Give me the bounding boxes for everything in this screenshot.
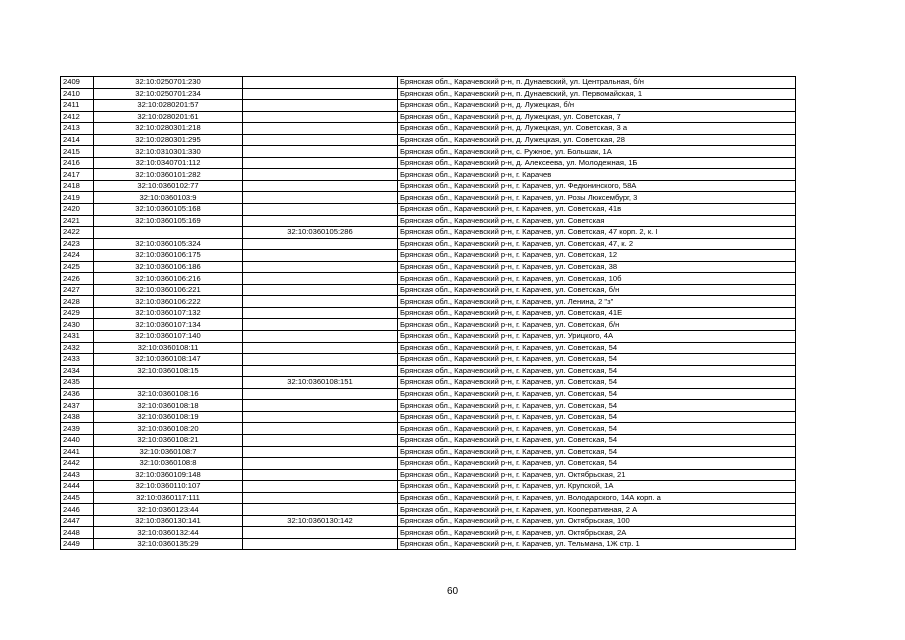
address-cell: Брянская обл., Карачевский р-н, г. Карачев, ул. Советская, 54 <box>398 354 796 366</box>
related-cadastral-number-cell <box>243 273 398 285</box>
table-row <box>61 400 796 412</box>
row-number-cell: 2430 <box>61 319 94 331</box>
table-row <box>61 146 796 158</box>
cadastral-number-cell: 32:10:0360135:29 <box>94 538 243 550</box>
cadastral-number-cell: 32:10:0360108:8 <box>94 458 243 470</box>
cadastral-number-cell: 32:10:0340701:112 <box>94 157 243 169</box>
address-cell: Брянская обл., Карачевский р-н, г. Карачев, ул. Советская, 47 корп. 2, к. I <box>398 227 796 239</box>
address-cell: Брянская обл., Карачевский р-н, г. Карачев, ул. Советская, б/н <box>398 319 796 331</box>
row-number-cell: 2411 <box>61 100 94 112</box>
address-cell: Брянская обл., Карачевский р-н, д. Лужецкая, ул. Советская, 28 <box>398 134 796 146</box>
row-number-cell: 2444 <box>61 481 94 493</box>
cadastral-number-cell: 32:10:0360102:77 <box>94 180 243 192</box>
related-cadastral-number-cell <box>243 146 398 158</box>
related-cadastral-number-cell <box>243 446 398 458</box>
cadastral-number-cell: 32:10:0360105:324 <box>94 238 243 250</box>
address-cell: Брянская обл., Карачевский р-н, г. Карачев, ул. Октябрьская, 2А <box>398 527 796 539</box>
cadastral-number-cell: 32:10:0360110:107 <box>94 481 243 493</box>
row-number-cell: 2449 <box>61 538 94 550</box>
cadastral-number-cell: 32:10:0360106:216 <box>94 273 243 285</box>
table-row <box>61 481 796 493</box>
cadastral-number-cell: 32:10:0360109:148 <box>94 469 243 481</box>
address-cell: Брянская обл., Карачевский р-н, г. Карачев, ул. Советская, 41Е <box>398 307 796 319</box>
cadastral-number-cell: 32:10:0360108:16 <box>94 388 243 400</box>
row-number-cell: 2442 <box>61 458 94 470</box>
related-cadastral-number-cell <box>243 458 398 470</box>
address-cell: Брянская обл., Карачевский р-н, г. Карачев, ул. Федюнинского, 58А <box>398 180 796 192</box>
row-number-cell: 2416 <box>61 157 94 169</box>
table-row <box>61 296 796 308</box>
row-number-cell: 2421 <box>61 215 94 227</box>
address-cell: Брянская обл., Карачевский р-н, г. Карачев, ул. Советская, 54 <box>398 342 796 354</box>
related-cadastral-number-cell <box>243 215 398 227</box>
table-row <box>61 134 796 146</box>
address-cell: Брянская обл., Карачевский р-н, г. Карачев, ул. Советская, 54 <box>398 434 796 446</box>
cadastral-number-cell: 32:10:0360103:9 <box>94 192 243 204</box>
row-number-cell: 2423 <box>61 238 94 250</box>
related-cadastral-number-cell <box>243 538 398 550</box>
cadastral-number-cell: 32:10:0360108:7 <box>94 446 243 458</box>
table-row <box>61 515 796 527</box>
related-cadastral-number-cell <box>243 88 398 100</box>
table-row <box>61 273 796 285</box>
row-number-cell: 2426 <box>61 273 94 285</box>
cadastral-number-cell: 32:10:0360107:140 <box>94 331 243 343</box>
cadastral-number-cell <box>94 227 243 239</box>
address-cell: Брянская обл., Карачевский р-н, г. Карачев, ул. Тельмана, 1Ж стр. 1 <box>398 538 796 550</box>
address-cell: Брянская обл., Карачевский р-н, г. Карачев, ул. Советская, 47, к. 2 <box>398 238 796 250</box>
row-number-cell: 2446 <box>61 504 94 516</box>
related-cadastral-number-cell <box>243 492 398 504</box>
related-cadastral-number-cell <box>243 169 398 181</box>
row-number-cell: 2432 <box>61 342 94 354</box>
row-number-cell: 2429 <box>61 307 94 319</box>
address-cell: Брянская обл., Карачевский р-н, г. Карачев, ул. Володарского, 14А корп. а <box>398 492 796 504</box>
cadastral-number-cell: 32:10:0250701:234 <box>94 88 243 100</box>
table-row <box>61 354 796 366</box>
address-cell: Брянская обл., Карачевский р-н, г. Карачев, ул. Советская, 54 <box>398 388 796 400</box>
row-number-cell: 2415 <box>61 146 94 158</box>
table-row <box>61 411 796 423</box>
row-number-cell: 2428 <box>61 296 94 308</box>
related-cadastral-number-cell <box>243 388 398 400</box>
cadastral-number-cell: 32:10:0360101:282 <box>94 169 243 181</box>
row-number-cell: 2413 <box>61 123 94 135</box>
related-cadastral-number-cell <box>243 331 398 343</box>
table-row <box>61 169 796 181</box>
address-cell: Брянская обл., Карачевский р-н, п. Дунаевский, ул. Первомайская, 1 <box>398 88 796 100</box>
address-cell: Брянская обл., Карачевский р-н, г. Карачев, ул. Советская, 54 <box>398 423 796 435</box>
table-row <box>61 377 796 389</box>
cadastral-number-cell <box>94 377 243 389</box>
related-cadastral-number-cell <box>243 261 398 273</box>
row-number-cell: 2410 <box>61 88 94 100</box>
address-cell: Брянская обл., Карачевский р-н, г. Карачев, ул. Розы Люксембург, 3 <box>398 192 796 204</box>
row-number-cell: 2437 <box>61 400 94 412</box>
table-row <box>61 331 796 343</box>
row-number-cell: 2447 <box>61 515 94 527</box>
table-row <box>61 469 796 481</box>
address-cell: Брянская обл., Карачевский р-н, г. Карачев, ул. Советская, 10б <box>398 273 796 285</box>
table-row <box>61 538 796 550</box>
related-cadastral-number-cell <box>243 250 398 262</box>
row-number-cell: 2418 <box>61 180 94 192</box>
cadastral-number-cell: 32:10:0280301:295 <box>94 134 243 146</box>
row-number-cell: 2425 <box>61 261 94 273</box>
related-cadastral-number-cell: 32:10:0360108:151 <box>243 377 398 389</box>
cadastral-number-cell: 32:10:0360108:11 <box>94 342 243 354</box>
row-number-cell: 2431 <box>61 331 94 343</box>
address-cell: Брянская обл., Карачевский р-н, г. Карачев, ул. Советская, 41в <box>398 204 796 216</box>
table-row <box>61 215 796 227</box>
address-cell: Брянская обл., Карачевский р-н, д. Лужецкая, ул. Советская, 3 а <box>398 123 796 135</box>
table-row <box>61 250 796 262</box>
row-number-cell: 2433 <box>61 354 94 366</box>
row-number-cell: 2427 <box>61 284 94 296</box>
related-cadastral-number-cell <box>243 134 398 146</box>
table-row <box>61 123 796 135</box>
table-row <box>61 388 796 400</box>
related-cadastral-number-cell <box>243 400 398 412</box>
address-cell: Брянская обл., Карачевский р-н, г. Карачев, ул. Советская, 54 <box>398 411 796 423</box>
cadastral-number-cell: 32:10:0250701:230 <box>94 77 243 89</box>
row-number-cell: 2435 <box>61 377 94 389</box>
cadastral-number-cell: 32:10:0360130:141 <box>94 515 243 527</box>
address-cell: Брянская обл., Карачевский р-н, г. Карачев, ул. Урицкого, 4А <box>398 331 796 343</box>
row-number-cell: 2417 <box>61 169 94 181</box>
address-cell: Брянская обл., Карачевский р-н, г. Карачев, ул. Советская, б/н <box>398 284 796 296</box>
cadastral-number-cell: 32:10:0360106:186 <box>94 261 243 273</box>
related-cadastral-number-cell <box>243 481 398 493</box>
table-row <box>61 284 796 296</box>
address-cell: Брянская обл., Карачевский р-н, п. Дунаевский, ул. Центральная, б/н <box>398 77 796 89</box>
cadastral-number-cell: 32:10:0360117:111 <box>94 492 243 504</box>
table-row <box>61 88 796 100</box>
cadastral-number-cell: 32:10:0360106:221 <box>94 284 243 296</box>
row-number-cell: 2438 <box>61 411 94 423</box>
cadastral-number-cell: 32:10:0280201:61 <box>94 111 243 123</box>
cadastral-number-cell: 32:10:0360105:169 <box>94 215 243 227</box>
cadastral-number-cell: 32:10:0360108:21 <box>94 434 243 446</box>
table-row <box>61 204 796 216</box>
related-cadastral-number-cell <box>243 111 398 123</box>
related-cadastral-number-cell <box>243 342 398 354</box>
cadastral-number-cell: 32:10:0360107:132 <box>94 307 243 319</box>
row-number-cell: 2422 <box>61 227 94 239</box>
related-cadastral-number-cell <box>243 296 398 308</box>
table-row <box>61 492 796 504</box>
row-number-cell: 2424 <box>61 250 94 262</box>
related-cadastral-number-cell <box>243 469 398 481</box>
table-row <box>61 365 796 377</box>
row-number-cell: 2448 <box>61 527 94 539</box>
registry-table-body <box>61 77 796 550</box>
address-cell: Брянская обл., Карачевский р-н, с. Ружное, ул. Большак, 1А <box>398 146 796 158</box>
row-number-cell: 2441 <box>61 446 94 458</box>
address-cell: Брянская обл., Карачевский р-н, г. Карачев, ул. Советская, 12 <box>398 250 796 262</box>
related-cadastral-number-cell <box>243 319 398 331</box>
row-number-cell: 2445 <box>61 492 94 504</box>
table-row <box>61 111 796 123</box>
related-cadastral-number-cell <box>243 527 398 539</box>
table-row <box>61 423 796 435</box>
table-row <box>61 77 796 89</box>
table-row <box>61 307 796 319</box>
related-cadastral-number-cell <box>243 77 398 89</box>
row-number-cell: 2440 <box>61 434 94 446</box>
table-row <box>61 261 796 273</box>
cadastral-number-cell: 32:10:0360105:168 <box>94 204 243 216</box>
cadastral-number-cell: 32:10:0280201:57 <box>94 100 243 112</box>
cadastral-number-cell: 32:10:0360106:222 <box>94 296 243 308</box>
table-row <box>61 446 796 458</box>
related-cadastral-number-cell <box>243 423 398 435</box>
cadastral-number-cell: 32:10:0310301:330 <box>94 146 243 158</box>
related-cadastral-number-cell: 32:10:0360130:142 <box>243 515 398 527</box>
cadastral-number-cell: 32:10:0360107:134 <box>94 319 243 331</box>
row-number-cell: 2412 <box>61 111 94 123</box>
cadastral-number-cell: 32:10:0360106:175 <box>94 250 243 262</box>
related-cadastral-number-cell <box>243 354 398 366</box>
cadastral-number-cell: 32:10:0360123:44 <box>94 504 243 516</box>
cadastral-number-cell: 32:10:0280301:218 <box>94 123 243 135</box>
related-cadastral-number-cell <box>243 157 398 169</box>
related-cadastral-number-cell <box>243 238 398 250</box>
related-cadastral-number-cell <box>243 204 398 216</box>
related-cadastral-number-cell <box>243 284 398 296</box>
related-cadastral-number-cell <box>243 504 398 516</box>
row-number-cell: 2414 <box>61 134 94 146</box>
row-number-cell: 2420 <box>61 204 94 216</box>
row-number-cell: 2443 <box>61 469 94 481</box>
address-cell: Брянская обл., Карачевский р-н, г. Карачев, ул. Ленина, 2 "з" <box>398 296 796 308</box>
table-row <box>61 100 796 112</box>
related-cadastral-number-cell: 32:10:0360105:286 <box>243 227 398 239</box>
row-number-cell: 2434 <box>61 365 94 377</box>
address-cell: Брянская обл., Карачевский р-н, д. Лужецкая, б/н <box>398 100 796 112</box>
address-cell: Брянская обл., Карачевский р-н, г. Карачев, ул. Советская, 54 <box>398 365 796 377</box>
table-row <box>61 319 796 331</box>
row-number-cell: 2436 <box>61 388 94 400</box>
address-cell: Брянская обл., Карачевский р-н, г. Карачев, ул. Кооперативная, 2 А <box>398 504 796 516</box>
address-cell: Брянская обл., Карачевский р-н, г. Карачев, ул. Советская, 54 <box>398 458 796 470</box>
related-cadastral-number-cell <box>243 434 398 446</box>
table-row <box>61 192 796 204</box>
address-cell: Брянская обл., Карачевский р-н, г. Карачев, ул. Советская, 54 <box>398 377 796 389</box>
page-number: 60 <box>446 586 459 597</box>
related-cadastral-number-cell <box>243 307 398 319</box>
cadastral-number-cell: 32:10:0360132:44 <box>94 527 243 539</box>
cadastral-number-cell: 32:10:0360108:18 <box>94 400 243 412</box>
registry-table <box>60 76 796 550</box>
table-row <box>61 434 796 446</box>
cadastral-number-cell: 32:10:0360108:20 <box>94 423 243 435</box>
related-cadastral-number-cell <box>243 123 398 135</box>
address-cell: Брянская обл., Карачевский р-н, г. Карачев, ул. Советская, 54 <box>398 446 796 458</box>
cadastral-number-cell: 32:10:0360108:147 <box>94 354 243 366</box>
related-cadastral-number-cell <box>243 180 398 192</box>
table-row <box>61 527 796 539</box>
related-cadastral-number-cell <box>243 192 398 204</box>
row-number-cell: 2439 <box>61 423 94 435</box>
row-number-cell: 2419 <box>61 192 94 204</box>
row-number-cell: 2409 <box>61 77 94 89</box>
address-cell: Брянская обл., Карачевский р-н, г. Карачев, ул. Крупской, 1А <box>398 481 796 493</box>
table-row <box>61 342 796 354</box>
cadastral-number-cell: 32:10:0360108:19 <box>94 411 243 423</box>
address-cell: Брянская обл., Карачевский р-н, г. Карачев <box>398 169 796 181</box>
related-cadastral-number-cell <box>243 411 398 423</box>
address-cell: Брянская обл., Карачевский р-н, г. Карачев, ул. Октябрьская, 100 <box>398 515 796 527</box>
address-cell: Брянская обл., Карачевский р-н, г. Карачев, ул. Советская, 54 <box>398 400 796 412</box>
related-cadastral-number-cell <box>243 365 398 377</box>
address-cell: Брянская обл., Карачевский р-н, д. Лужецкая, ул. Советская, 7 <box>398 111 796 123</box>
table-row <box>61 180 796 192</box>
table-row <box>61 157 796 169</box>
table-row <box>61 458 796 470</box>
table-row <box>61 504 796 516</box>
cadastral-number-cell: 32:10:0360108:15 <box>94 365 243 377</box>
address-cell: Брянская обл., Карачевский р-н, г. Карачев, ул. Октябрьская, 21 <box>398 469 796 481</box>
address-cell: Брянская обл., Карачевский р-н, г. Карачев, ул. Советская <box>398 215 796 227</box>
address-cell: Брянская обл., Карачевский р-н, д. Алексеева, ул. Молодежная, 1Б <box>398 157 796 169</box>
table-row <box>61 227 796 239</box>
related-cadastral-number-cell <box>243 100 398 112</box>
table-row <box>61 238 796 250</box>
address-cell: Брянская обл., Карачевский р-н, г. Карачев, ул. Советская, 38 <box>398 261 796 273</box>
